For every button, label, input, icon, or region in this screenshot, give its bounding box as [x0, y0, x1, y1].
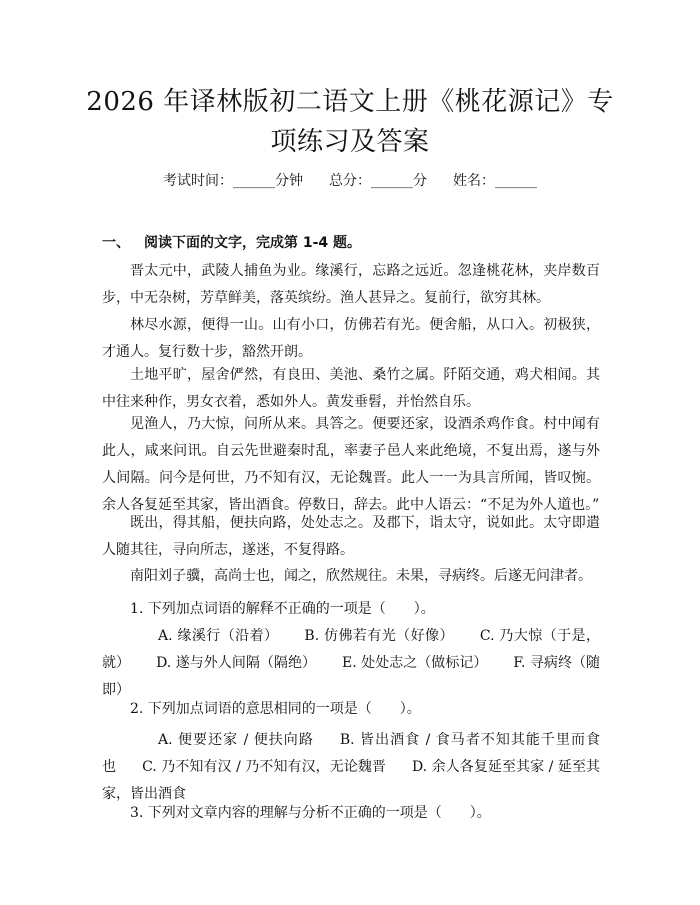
passage-paragraph: 南阳刘子骥，高尚士也，闻之，欣然规往。未果，寻病终。后遂无问津者。: [130, 568, 592, 584]
option-d: D. 余人各复延至其家 / 延至其家，皆出酒食: [102, 759, 601, 802]
exam-meta: [0, 170, 700, 190]
passage-paragraph: 土地平旷，屋舍俨然，有良田、美池、桑竹之属。阡陌交通，鸡犬相闻。其中往来种作，男女衣着，悉如外人。黄发垂髫，并怡然自乐。: [102, 367, 600, 410]
question-1-options: [102, 623, 600, 704]
option-d: D. 遂与外人间隔（隔绝）: [156, 655, 317, 671]
option-b: B. 仿佛若有光（好像）: [304, 628, 454, 644]
title-line-2: 项练习及答案: [270, 127, 430, 157]
option-c: C. 乃大惊（于是，就）: [102, 628, 600, 671]
exam-time: 考试时间：______分钟: [163, 173, 303, 189]
total-score: 总分：______分: [329, 173, 427, 189]
option-c: C. 乃不知有汉 / 乃不知有汉，无论魏晋: [142, 759, 386, 775]
option-a: A. 便要还家 / 便扶向路: [158, 732, 314, 748]
option-a: A. 缘溪行（沿着）: [158, 628, 279, 644]
passage-paragraph: 既出，得其船，便扶向路，处处志之。及郡下，诣太守，说如此。太守即遣人随其往，寻向所志，遂迷，不复得路。: [102, 515, 600, 558]
question-2-options: [102, 727, 600, 808]
option-b: B. 皆出酒食 / 食马者不知其能千里而食也: [102, 732, 600, 775]
question-1-stem: 1. 下列加点词语的解释不正确的一项是（ ）。: [130, 601, 435, 617]
option-e: E. 处处志之（做标记）: [342, 655, 488, 671]
question-2-stem: 2. 下列加点词语的意思相同的一项是（ ）。: [130, 701, 421, 717]
passage-paragraph: 见渔人，乃大惊，问所从来。具答之。便要还家，设酒杀鸡作食。村中闻有此人，咸来问讯。自云先世避秦时乱，率妻子邑人来此绝境，不复出焉，遂与外人间隔。问今是何世，乃不知有汉，无论魏晋。此人一一为具言所闻，皆叹惋。余人各复延至其家，皆出酒食。停数日，辞去。此中人语云：“不足为外人道也。”: [102, 416, 600, 513]
question-3-stem: 3. 下列对文章内容的理解与分析不正确的一项是（ ）。: [130, 805, 491, 821]
passage-paragraph: 林尽水源，便得一山。山有小口，仿佛若有光。便舍船，从口入。初极狭，才通人。复行数十步，豁然开朗。: [102, 317, 600, 360]
student-name: 姓名：______: [453, 173, 537, 189]
section-number: 一、: [102, 235, 130, 251]
option-f: F. 寻病终（随即）: [102, 655, 600, 698]
title-line-1: 2026 年译林版初二语文上册《桃花源记》专: [86, 87, 614, 117]
document-title: [80, 82, 620, 162]
section-heading: [102, 232, 361, 252]
passage-paragraph: 晋太元中，武陵人捕鱼为业。缘溪行，忘路之远近。忽逢桃花林，夹岸数百步，中无杂树，芳草鲜美，落英缤纷。渔人甚异之。复前行，欲穷其林。: [102, 263, 600, 306]
section-instruction: 阅读下面的文字，完成第 1-4 题。: [144, 235, 362, 251]
